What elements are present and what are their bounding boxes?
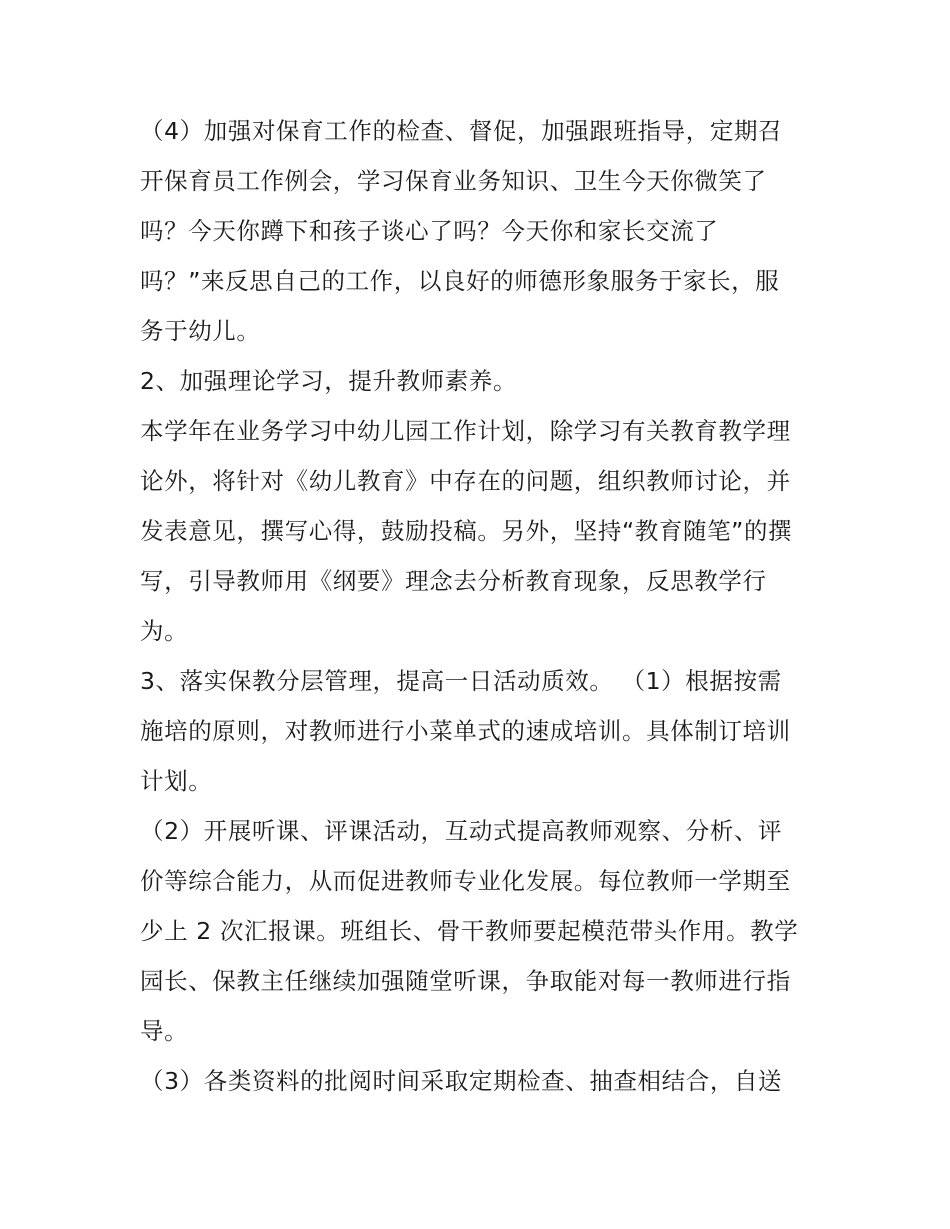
text-line-11: 为。 (140, 617, 189, 645)
text-line-19: 导。 (140, 1017, 189, 1045)
section-heading-2: 2、加强理论学习，提升教师素养。 (140, 367, 518, 395)
text-line-5: 务于幼儿。 (140, 317, 261, 345)
text-line-20: （3）各类资料的批阅时间采取定期检查、抽查相结合，自送 (140, 1067, 783, 1095)
text-line-1: （4）加强对保育工作的检查、督促，加强跟班指导，定期召 (140, 117, 783, 145)
text-line-4: 吗？”来反思自己的工作，以良好的师德形象服务于家长，服 (140, 267, 780, 295)
text-line-17: 少上 2 次汇报课。班组长、骨干教师要起模范带头作用。教学 (140, 917, 799, 945)
text-line-3: 吗？今天你蹲下和孩子谈心了吗？今天你和家长交流了 (140, 217, 719, 245)
text-line-14: 计划。 (140, 767, 213, 795)
text-line-2: 开保育员工作例会，学习保育业务知识、卫生今天你微笑了 (140, 167, 767, 195)
text-line-10: 写，引导教师用《纲要》理念去分析教育现象，反思教学行 (140, 567, 767, 595)
document-body (140, 106, 820, 1106)
section-heading-3: 3、落实保教分层管理，提高一日活动质效。 （1）根据按需 (140, 667, 782, 695)
text-line-13: 施培的原则，对教师进行小菜单式的速成培训。具体制订培训 (140, 717, 791, 745)
text-line-8: 论外，将针对《幼儿教育》中存在的问题，组织教师讨论，并 (140, 467, 791, 495)
text-line-9: 发表意见，撰写心得，鼓励投稿。另外，坚持“教育随笔”的撰 (140, 517, 793, 545)
text-line-16: 价等综合能力，从而促进教师专业化发展。每位教师一学期至 (140, 867, 791, 895)
text-line-18: 园长、保教主任继续加强随堂听课，争取能对每一教师进行指 (140, 967, 791, 995)
text-line-15: （2）开展听课、评课活动，互动式提高教师观察、分析、评 (140, 817, 783, 845)
text-line-7: 本学年在业务学习中幼儿园工作计划，除学习有关教育教学理 (140, 417, 791, 445)
